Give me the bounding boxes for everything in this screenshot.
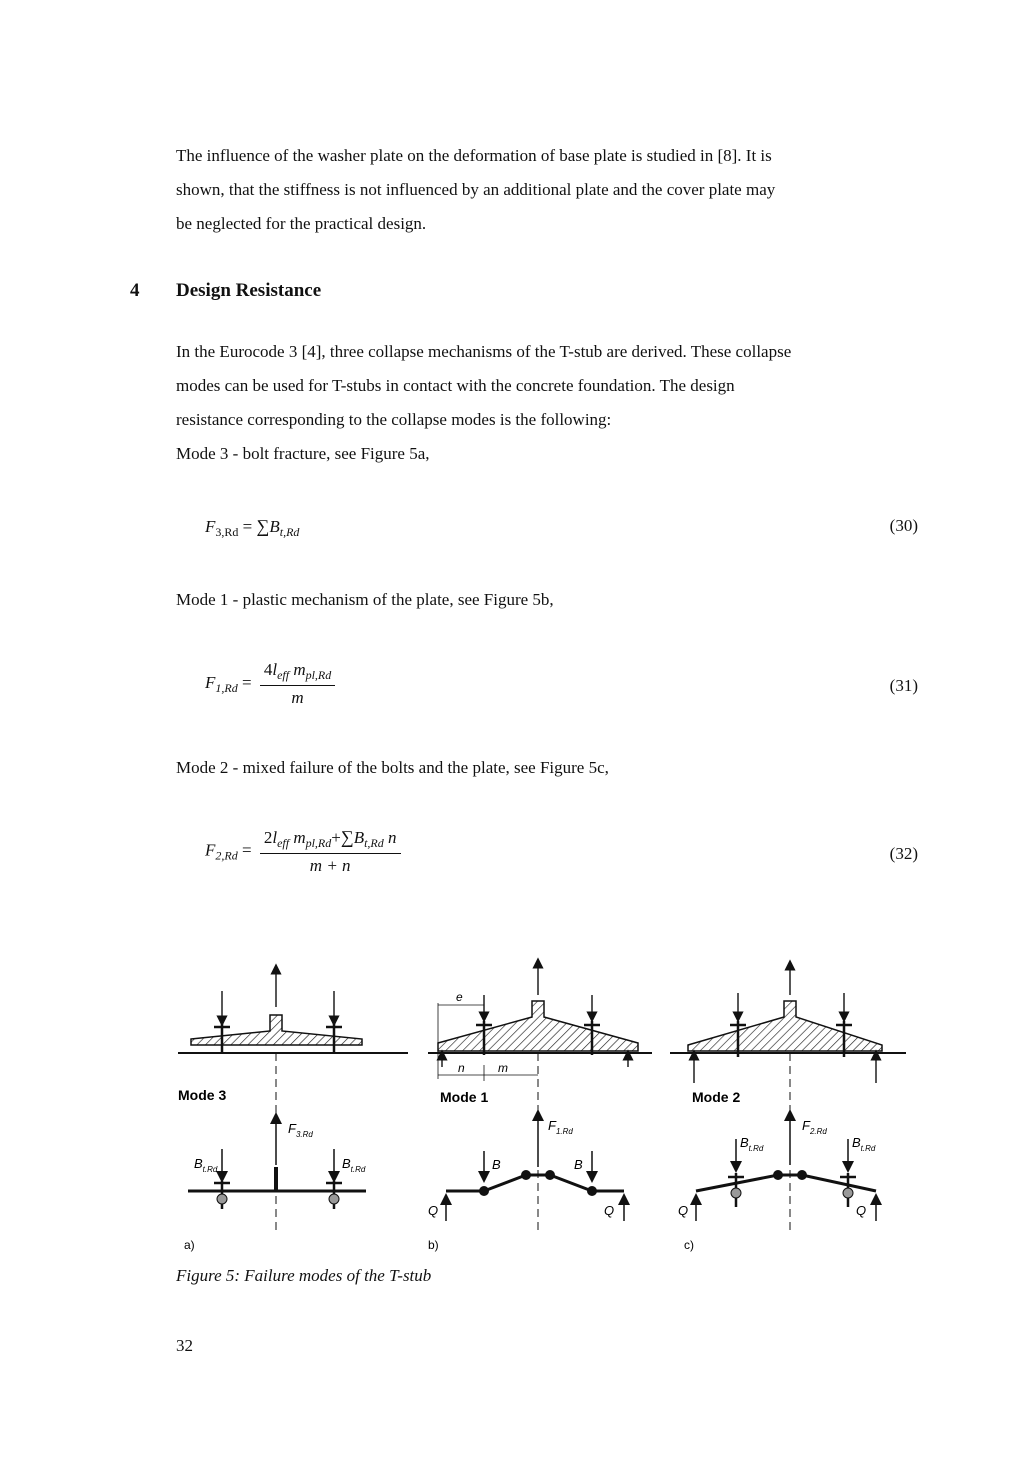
equation-32: $F_{2,Rd}$ = $\frac{2l_{eff} m_{pl,Rd}+\sum B_{t,Rd} n}{m + n}$ [205,827,401,876]
panel-b-letter: b) [428,1238,439,1252]
base-plate-shape [438,1001,638,1051]
dimension-n: n [458,1061,465,1075]
t-stub-failure-modes-figure [176,955,910,1255]
mode2-paragraph [176,751,916,785]
equation-30: $F_{3,Rd} = \sum B_{t,Rd}$ [205,516,300,539]
panel-a-mode3 [178,969,408,1252]
panel-c-mode2 [670,965,906,1252]
intro-line-3: be neglected for the practical design. [176,214,427,233]
panel-c-force-label: $F_{2.Rd}$ [802,1118,827,1136]
panel-c-letter: c) [684,1238,694,1252]
equation-31-number: (31) [889,676,918,695]
dimension-e: e [456,990,463,1004]
panel-a-left-load: $B_{t.Rd}$ [194,1156,218,1174]
panel-b-right-load: B [574,1157,583,1172]
panel-b-left-load: B [492,1157,501,1172]
figure-caption: Figure 5: Failure modes of the T-stub [176,1266,432,1285]
intro-paragraph [176,139,916,241]
body-paragraph [176,335,916,471]
equation-30-number: (30) [889,516,918,535]
base-plate-shape [688,1001,882,1051]
section-number: 4 [130,280,140,301]
panel-a-right-load: $B_{t.Rd}$ [342,1156,366,1174]
mode2-description: Mode 2 - mixed failure of the bolts and the plate, see Figure 5c, [176,758,609,777]
intro-line-2: shown, that the stiffness is not influenced by an additional plate and the cover plate may [176,180,776,199]
intro-line-1: The influence of the washer plate on the deformation of base plate is studied in [8]. It is [176,146,772,165]
panel-b-title: Mode 1 [440,1089,489,1105]
panel-c-title: Mode 2 [692,1089,741,1105]
equation-31: $F_{1,Rd}$ = $\frac{4l_{eff} m_{pl,Rd}}{m}$ [205,660,335,708]
mode3-description: Mode 3 - bolt fracture, see Figure 5a, [176,444,430,463]
panel-c-left-load: $B_{t.Rd}$ [740,1135,764,1153]
equation-32-fraction: $\frac{2l_{eff} m_{pl,Rd}+\sum B_{t,Rd} n}{m + n}$ [260,827,401,876]
panel-a-letter: a) [184,1238,195,1252]
mode1-paragraph [176,583,916,617]
panel-c-right-load: $B_{t.Rd}$ [852,1135,876,1153]
equation-31-fraction: $\frac{4l_{eff} m_{pl,Rd}}{m}$ [260,660,335,708]
section-title: Design Resistance [176,280,322,301]
panel-a-title: Mode 3 [178,1087,227,1103]
panel-b-mode1 [428,963,652,1252]
body-line-3: resistance corresponding to the collapse modes is the following: [176,410,612,429]
body-line-2: modes can be used for T-stubs in contact with the concrete foundation. The design [176,376,735,395]
panel-a-force-label: $F_{3.Rd}$ [288,1121,313,1139]
page-number: 32 [176,1336,193,1355]
dimension-m: m [498,1061,508,1075]
panel-b-reaction-left: Q [428,1203,439,1218]
base-plate-shape [191,1015,362,1045]
panel-b-reaction-right: Q [604,1203,615,1218]
panel-c-reaction-right: Q [856,1203,867,1218]
panel-b-force-label: $F_{1.Rd}$ [548,1118,573,1136]
panel-c-reaction-left: Q [678,1203,689,1218]
body-line-1: In the Eurocode 3 [4], three collapse mechanisms of the T-stub are derived. These collapse [176,342,792,361]
mode1-description: Mode 1 - plastic mechanism of the plate, see Figure 5b, [176,590,554,609]
equation-32-number: (32) [889,844,918,863]
